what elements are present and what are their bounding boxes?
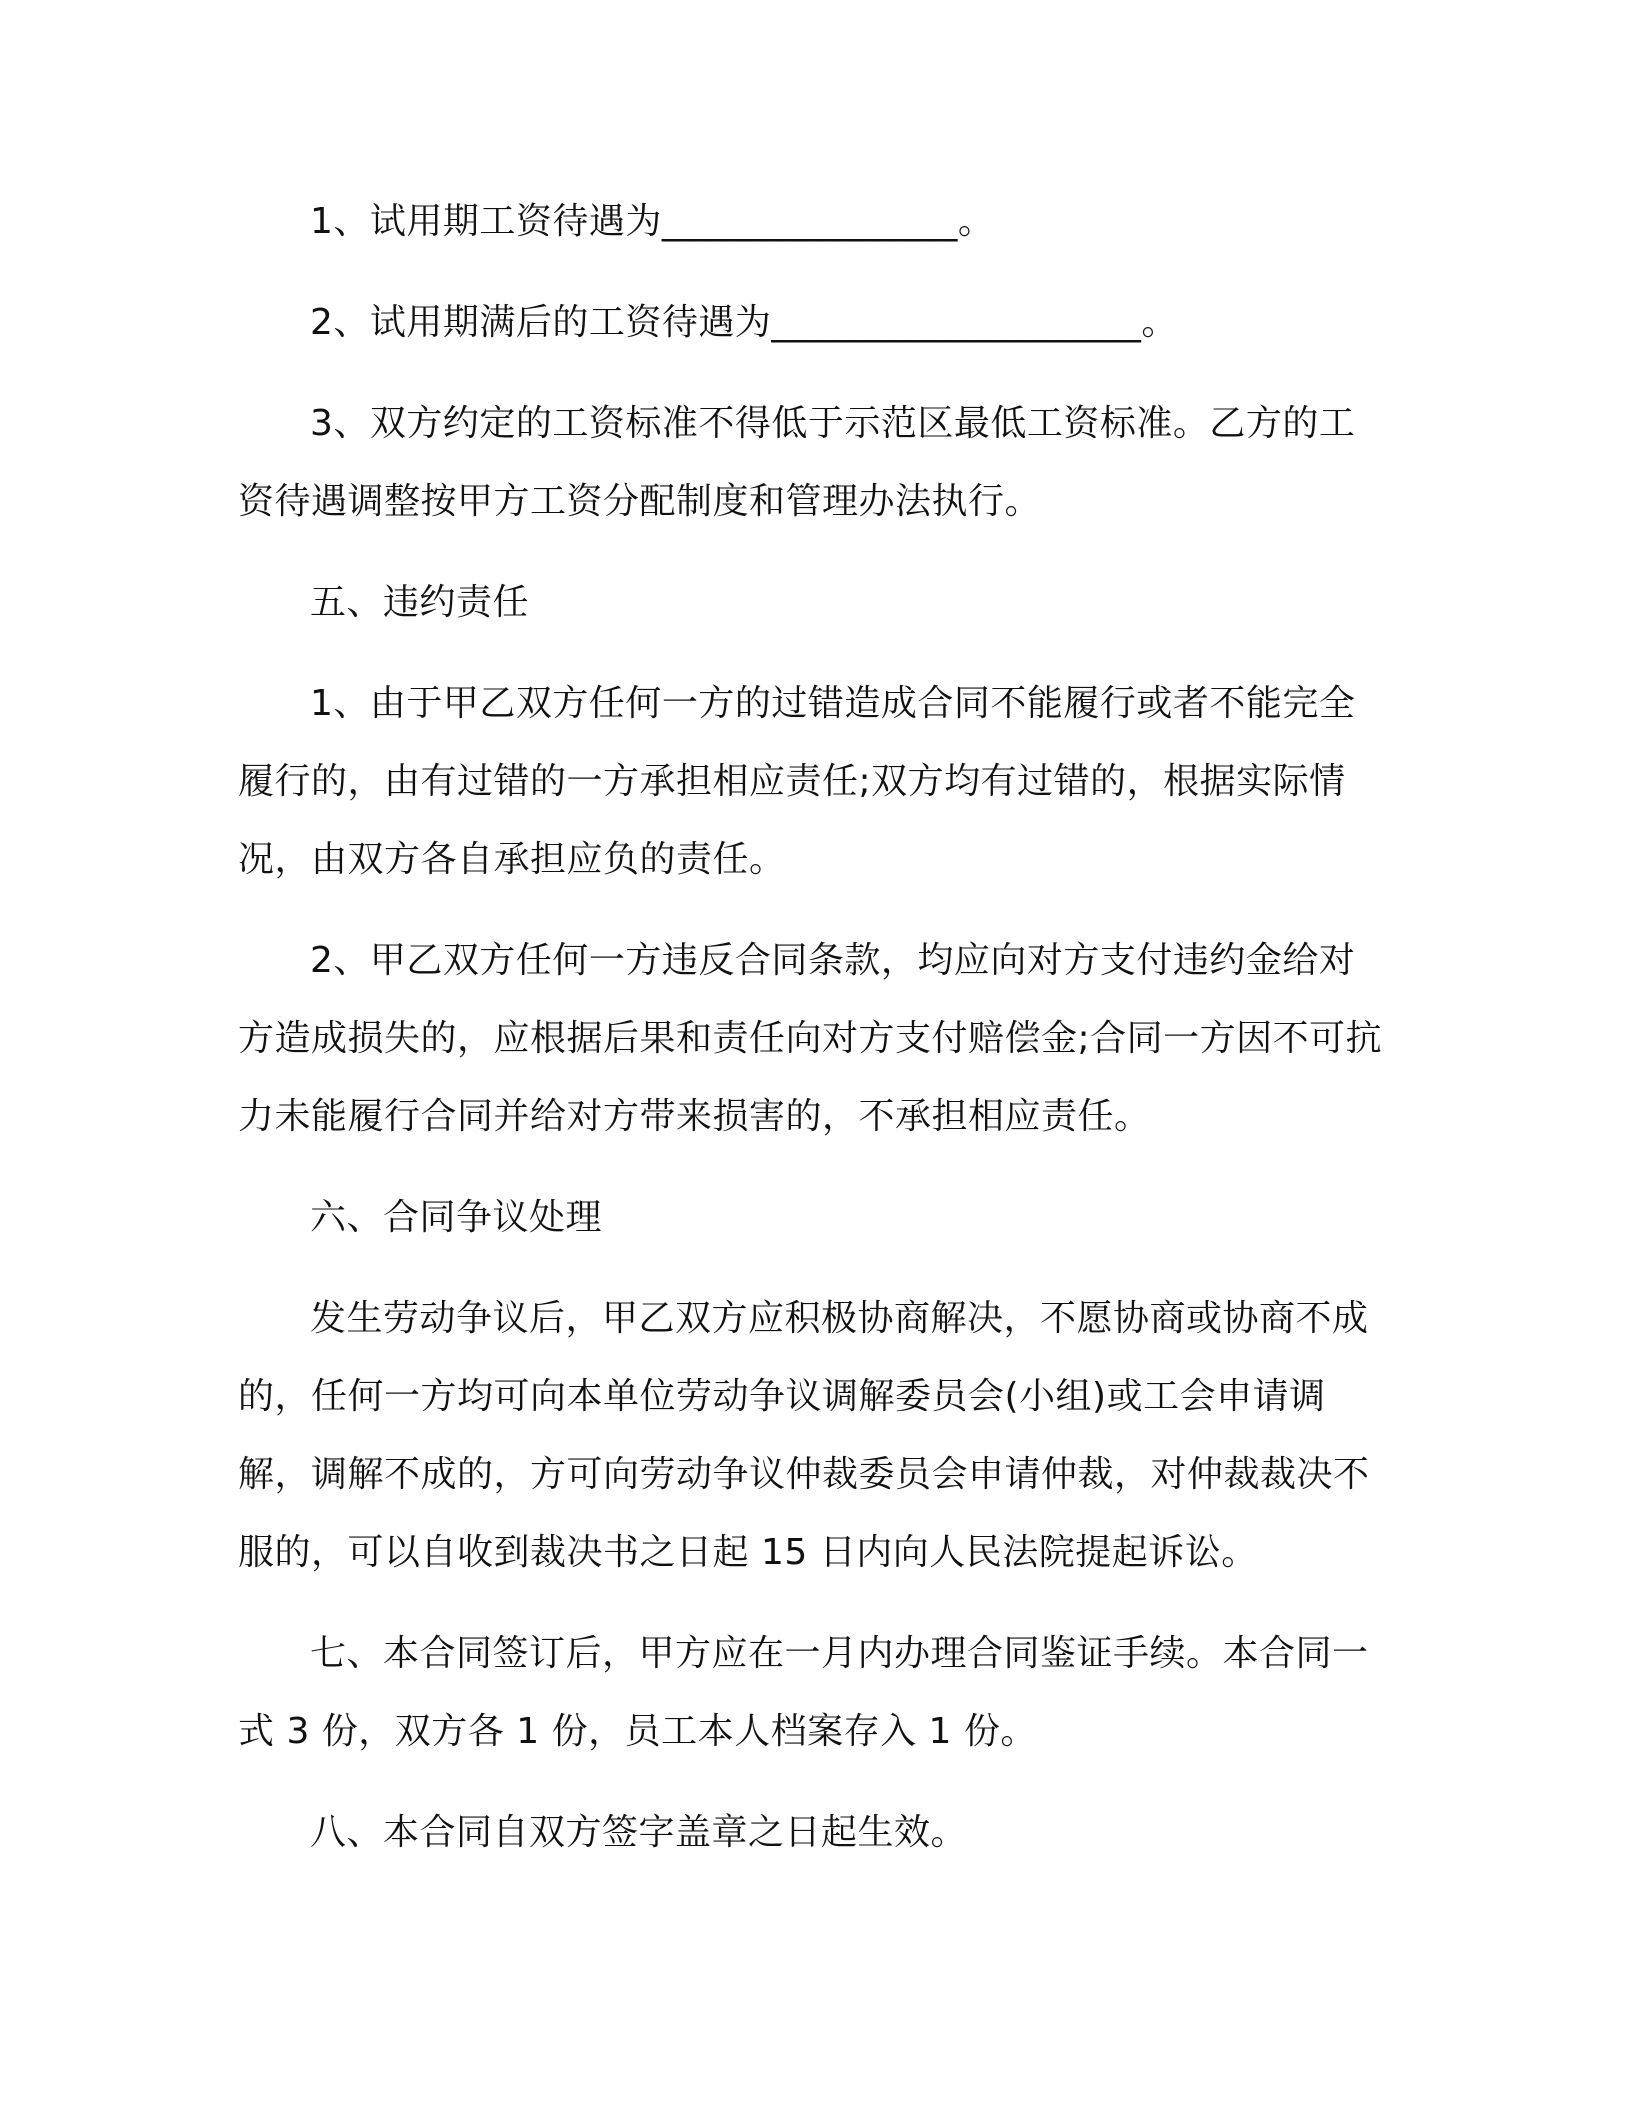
paragraph-fault-liability: 1、由于甲乙双方任何一方的过错造成合同不能履行或者不能完全履行的，由有过错的一方承担相应责任;双方均有过错的，根据实际情况，由双方各自承担应负的责任。 bbox=[238, 683, 1356, 880]
section-heading-dispute-resolution: 六、合同争议处理 bbox=[310, 1197, 603, 1238]
paragraph-breach-penalty: 2、甲乙双方任何一方违反合同条款，均应向对方支付违约金给对方造成损失的，应根据后果和责任向对方支付赔偿金;合同一方因不可抗力未能履行合同并给对方带来损害的，不承担相应责任。 bbox=[238, 940, 1383, 1137]
paragraph-effective-date: 八、本合同自双方签字盖章之日起生效。 bbox=[310, 1812, 968, 1853]
paragraph-salary-standard: 3、双方约定的工资标准不得低于示范区最低工资标准。乙方的工资待遇调整按甲方工资分配制度和管理办法执行。 bbox=[238, 403, 1356, 522]
paragraph-post-probation-salary: 2、试用期满后的工资待遇为____________________。 bbox=[310, 302, 1178, 343]
document-body bbox=[238, 183, 1383, 1872]
paragraph-probation-salary: 1、试用期工资待遇为________________。 bbox=[310, 201, 995, 242]
paragraph-dispute-procedure: 发生劳动争议后，甲乙双方应积极协商解决，不愿协商或协商不成的，任何一方均可向本单位劳动争议调解委员会(小组)或工会申请调解，调解不成的，方可向劳动争议仲裁委员会申请仲裁，对仲裁裁决不服的，可以自收到裁决书之日起 15 日内向人民法院提起诉讼。 bbox=[238, 1298, 1370, 1573]
paragraph-contract-copies: 七、本合同签订后，甲方应在一月内办理合同鉴证手续。本合同一式 3 份，双方各 1 份，员工本人档案存入 1 份。 bbox=[238, 1633, 1369, 1752]
section-heading-breach-liability: 五、违约责任 bbox=[310, 582, 530, 623]
